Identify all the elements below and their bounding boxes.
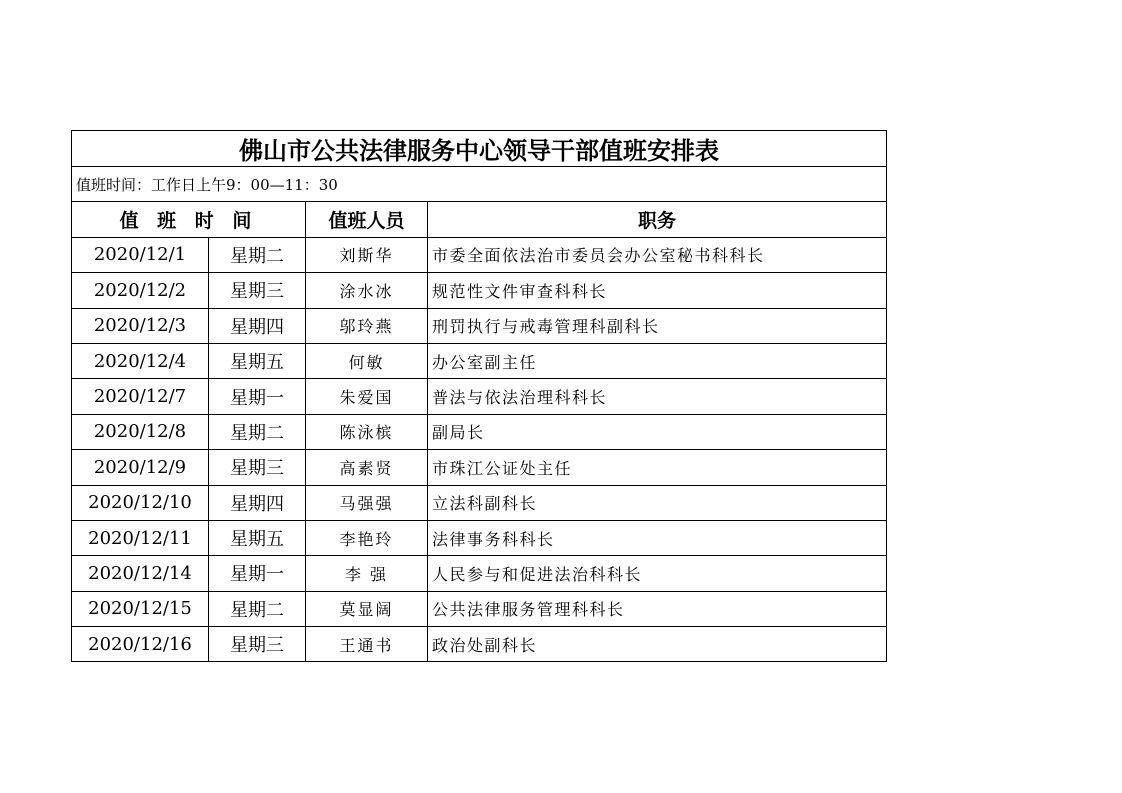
duty-weekday: 星期一 xyxy=(209,379,306,414)
table-row xyxy=(72,308,887,343)
duty-date: 2020/12/8 xyxy=(72,414,209,449)
duty-person-name: 邬玲燕 xyxy=(306,308,428,343)
table-row xyxy=(72,556,887,591)
table-row xyxy=(72,591,887,626)
duty-person-position: 办公室副主任 xyxy=(428,343,887,378)
header-duty-time: 值 班 时 间 xyxy=(72,202,306,237)
duty-weekday: 星期二 xyxy=(209,237,306,272)
duty-person-position: 立法科副科长 xyxy=(428,485,887,520)
duty-person-name: 高素贤 xyxy=(306,450,428,485)
duty-person-name: 李艳玲 xyxy=(306,520,428,555)
duty-person-name: 陈泳槟 xyxy=(306,414,428,449)
table-row xyxy=(72,273,887,308)
duty-person-name: 刘斯华 xyxy=(306,237,428,272)
duty-weekday: 星期二 xyxy=(209,591,306,626)
duty-person-position: 市委全面依法治市委员会办公室秘书科科长 xyxy=(428,237,887,272)
duty-date: 2020/12/7 xyxy=(72,379,209,414)
table-row xyxy=(72,450,887,485)
duty-person-position: 市珠江公证处主任 xyxy=(428,450,887,485)
duty-date: 2020/12/14 xyxy=(72,556,209,591)
table-row xyxy=(72,627,887,662)
note-row xyxy=(72,167,887,202)
duty-person-name: 朱爱国 xyxy=(306,379,428,414)
duty-person-position: 副局长 xyxy=(428,414,887,449)
duty-person-position: 规范性文件审查科科长 xyxy=(428,273,887,308)
duty-weekday: 星期四 xyxy=(209,485,306,520)
duty-person-name: 何敏 xyxy=(306,343,428,378)
table-row xyxy=(72,237,887,272)
table-row xyxy=(72,520,887,555)
table-row xyxy=(72,414,887,449)
table-row xyxy=(72,379,887,414)
table-row xyxy=(72,343,887,378)
duty-date: 2020/12/11 xyxy=(72,520,209,555)
header-duty-person: 值班人员 xyxy=(306,202,428,237)
duty-hours-note: 值班时间：工作日上午9：00—11：30 xyxy=(72,167,887,202)
duty-person-position: 刑罚执行与戒毒管理科副科长 xyxy=(428,308,887,343)
duty-date: 2020/12/15 xyxy=(72,591,209,626)
duty-date: 2020/12/16 xyxy=(72,627,209,662)
header-row xyxy=(72,202,887,237)
duty-weekday: 星期四 xyxy=(209,308,306,343)
table-row xyxy=(72,485,887,520)
duty-person-name: 涂水冰 xyxy=(306,273,428,308)
duty-date: 2020/12/2 xyxy=(72,273,209,308)
duty-weekday: 星期五 xyxy=(209,343,306,378)
duty-person-position: 法律事务科科长 xyxy=(428,520,887,555)
duty-date: 2020/12/3 xyxy=(72,308,209,343)
duty-person-name: 莫显阔 xyxy=(306,591,428,626)
duty-date: 2020/12/9 xyxy=(72,450,209,485)
title-row xyxy=(72,131,887,167)
duty-weekday: 星期五 xyxy=(209,520,306,555)
duty-person-position: 人民参与和促进法治科科长 xyxy=(428,556,887,591)
duty-weekday: 星期三 xyxy=(209,627,306,662)
duty-person-position: 普法与依法治理科科长 xyxy=(428,379,887,414)
duty-person-name: 李 强 xyxy=(306,556,428,591)
duty-person-name: 王通书 xyxy=(306,627,428,662)
duty-date: 2020/12/10 xyxy=(72,485,209,520)
duty-weekday: 星期一 xyxy=(209,556,306,591)
header-position: 职务 xyxy=(428,202,887,237)
table-title: 佛山市公共法律服务中心领导干部值班安排表 xyxy=(72,131,887,167)
duty-weekday: 星期三 xyxy=(209,450,306,485)
duty-person-position: 公共法律服务管理科科长 xyxy=(428,591,887,626)
duty-weekday: 星期三 xyxy=(209,273,306,308)
duty-date: 2020/12/4 xyxy=(72,343,209,378)
duty-person-position: 政治处副科长 xyxy=(428,627,887,662)
duty-weekday: 星期二 xyxy=(209,414,306,449)
duty-schedule-table xyxy=(71,130,887,662)
duty-person-name: 马强强 xyxy=(306,485,428,520)
duty-date: 2020/12/1 xyxy=(72,237,209,272)
